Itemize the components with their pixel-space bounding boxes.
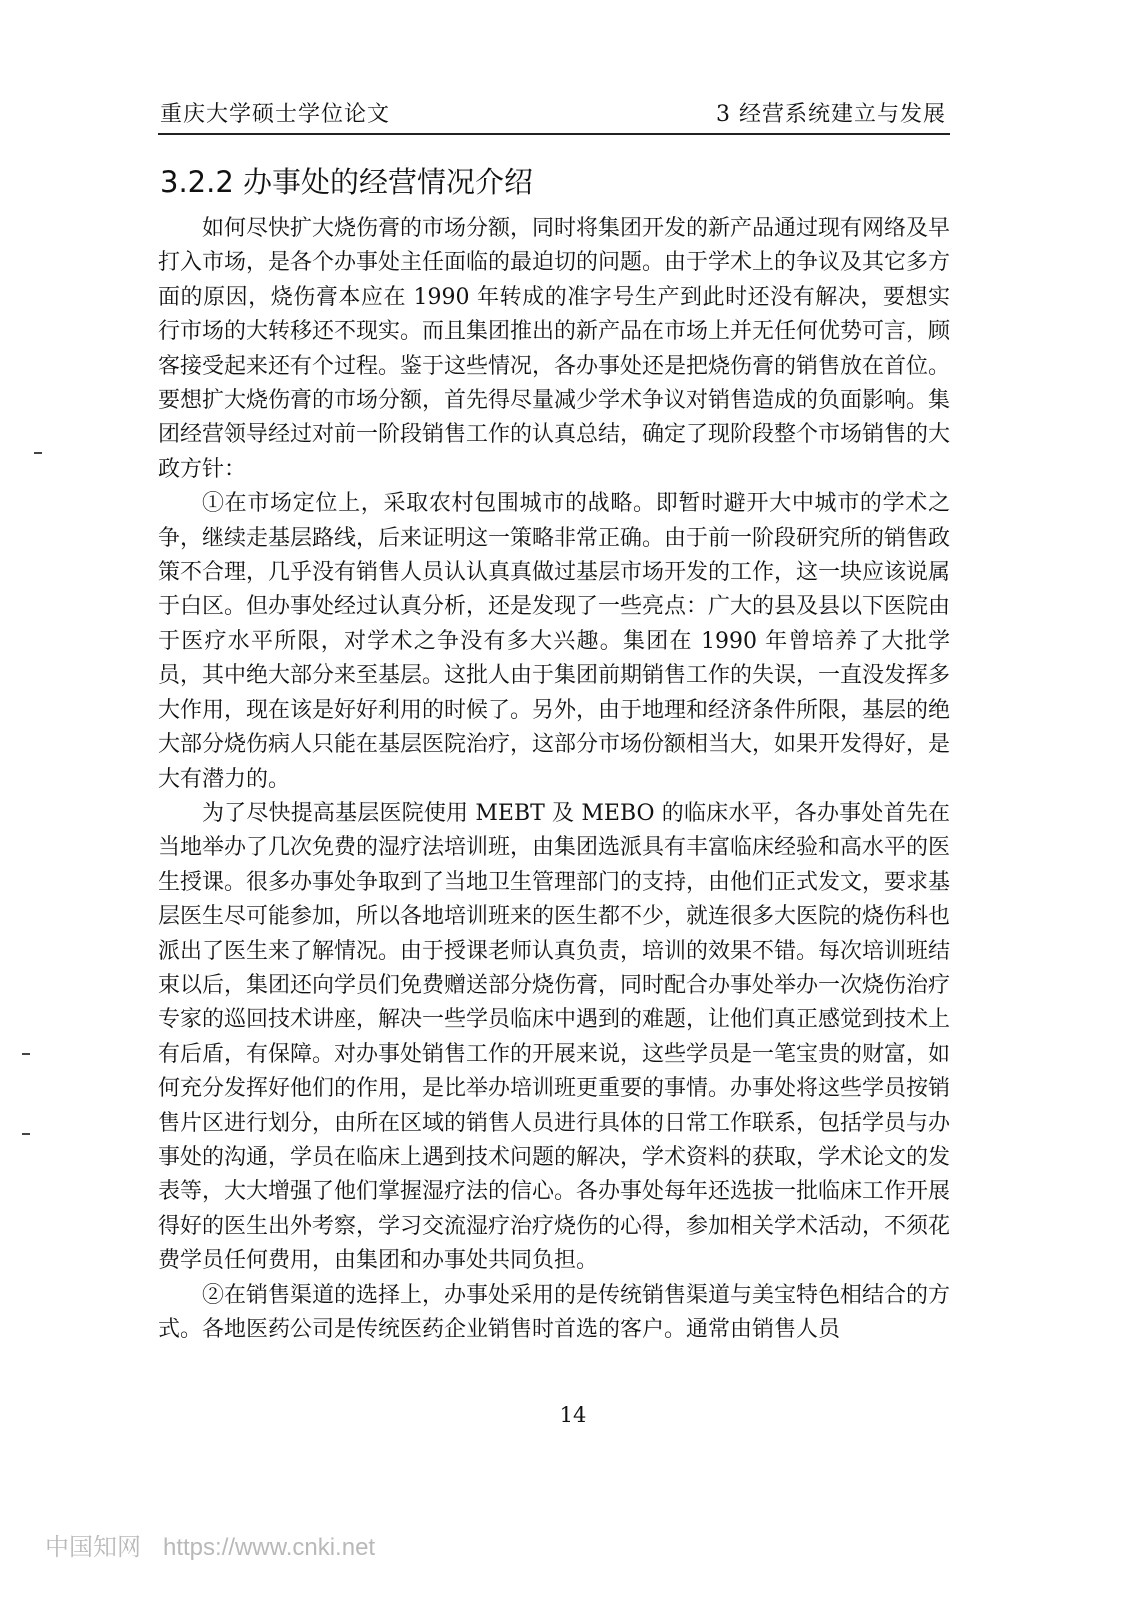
scan-speck bbox=[22, 1133, 30, 1135]
paragraph: 如何尽快扩大烧伤膏的市场分额，同时将集团开发的新产品通过现有网络及早打入市场，是各个办事处主任面临的最迫切的问题。由于学术上的争议及其它多方面的原因，烧伤膏本应在 1990 年转成的准字号生产到此时还没有解决，要想实行市场的大转移还不现实。而且集团推出的新产品在市场上并无任何优势可言，顾客接受起来还有个过程。鉴于这些情况，各办事处还是把烧伤膏的销售放在首位。要想扩大烧伤膏的市场分额，首先得尽量减少学术争议对销售造成的负面影响。集团经营领导经过对前一阶段销售工作的认真总结，确定了现阶段整个市场销售的大政方针： bbox=[158, 216, 951, 482]
running-header-right: 3 经营系统建立与发展 bbox=[716, 102, 946, 127]
scan-speck bbox=[34, 452, 42, 454]
header-rule bbox=[158, 133, 950, 135]
page-number: 14 bbox=[559, 1403, 587, 1427]
running-header-left: 重庆大学硕士学位论文 bbox=[160, 102, 391, 127]
section-heading: 3.2.2 办事处的经营情况介绍 bbox=[160, 165, 534, 199]
paragraph: ②在销售渠道的选择上，办事处采用的是传统销售渠道与美宝特色相结合的方式。各地医药公司是传统医药企业销售时首选的客户。通常由销售人员 bbox=[158, 1282, 951, 1342]
paragraph: 为了尽快提高基层医院使用 MEBT 及 MEBO 的临床水平，各办事处首先在当地举办了几次免费的湿疗法培训班，由集团选派具有丰富临床经验和高水平的医生授课。很多办事处争取到了当地卫生管理部门的支持，由他们正式发文，要求基层医生尽可能参加，所以各地培训班来的医生都不少，就连很多大医院的烧伤科也派出了医生来了解情况。由于授课老师认真负责，培训的效果不错。每次培训班结束以后，集团还向学员们免费赠送部分烧伤膏，同时配合办事处举办一次烧伤治疗专家的巡回技术讲座，解决一些学员临床中遇到的难题，让他们真正感觉到技术上有后盾，有保障。对办事处销售工作的开展来说，这些学员是一笔宝贵的财富，如何充分发挥好他们的作用，是比举办培训班更重要的事情。办事处将这些学员按销售片区进行划分，由所在区域的销售人员进行具体的日常工作联系，包括学员与办事处的沟通，学员在临床上遇到技术问题的解决，学术资料的获取，学术论文的发表等，大大增强了他们掌握湿疗法的信心。各办事处每年还选拔一批临床工作开展得好的医生出外考察，学习交流湿疗治疗烧伤的心得，参加相关学术活动，不须花费学员任何费用，由集团和办事处共同负担。 bbox=[158, 800, 951, 1274]
body-text bbox=[158, 212, 950, 1347]
cnki-watermark bbox=[45, 1527, 375, 1562]
scan-speck bbox=[22, 1053, 30, 1055]
paragraph: ①在市场定位上，采取农村包围城市的战略。即暂时避开大中城市的学术之争，继续走基层路线，后来证明这一策略非常正确。由于前一阶段研究所的销售政策不合理，几乎没有销售人员认认真真做过基层市场开发的工作，这一块应该说属于白区。但办事处经过认真分析，还是发现了一些亮点：广大的县及县以下医院由于医疗水平所限，对学术之争没有多大兴趣。集团在 1990 年曾培养了大批学员，其中绝大部分来至基层。这批人由于集团前期销售工作的失误，一直没发挥多大作用，现在该是好好利用的时候了。另外，由于地理和经济条件所限，基层的绝大部分烧伤病人只能在基层医院治疗，这部分市场份额相当大，如果开发得好，是大有潜力的。 bbox=[158, 491, 951, 792]
watermark-url[interactable]: https://www.cnki.net bbox=[163, 1534, 376, 1561]
watermark-brand: 中国知网 bbox=[45, 1533, 141, 1561]
